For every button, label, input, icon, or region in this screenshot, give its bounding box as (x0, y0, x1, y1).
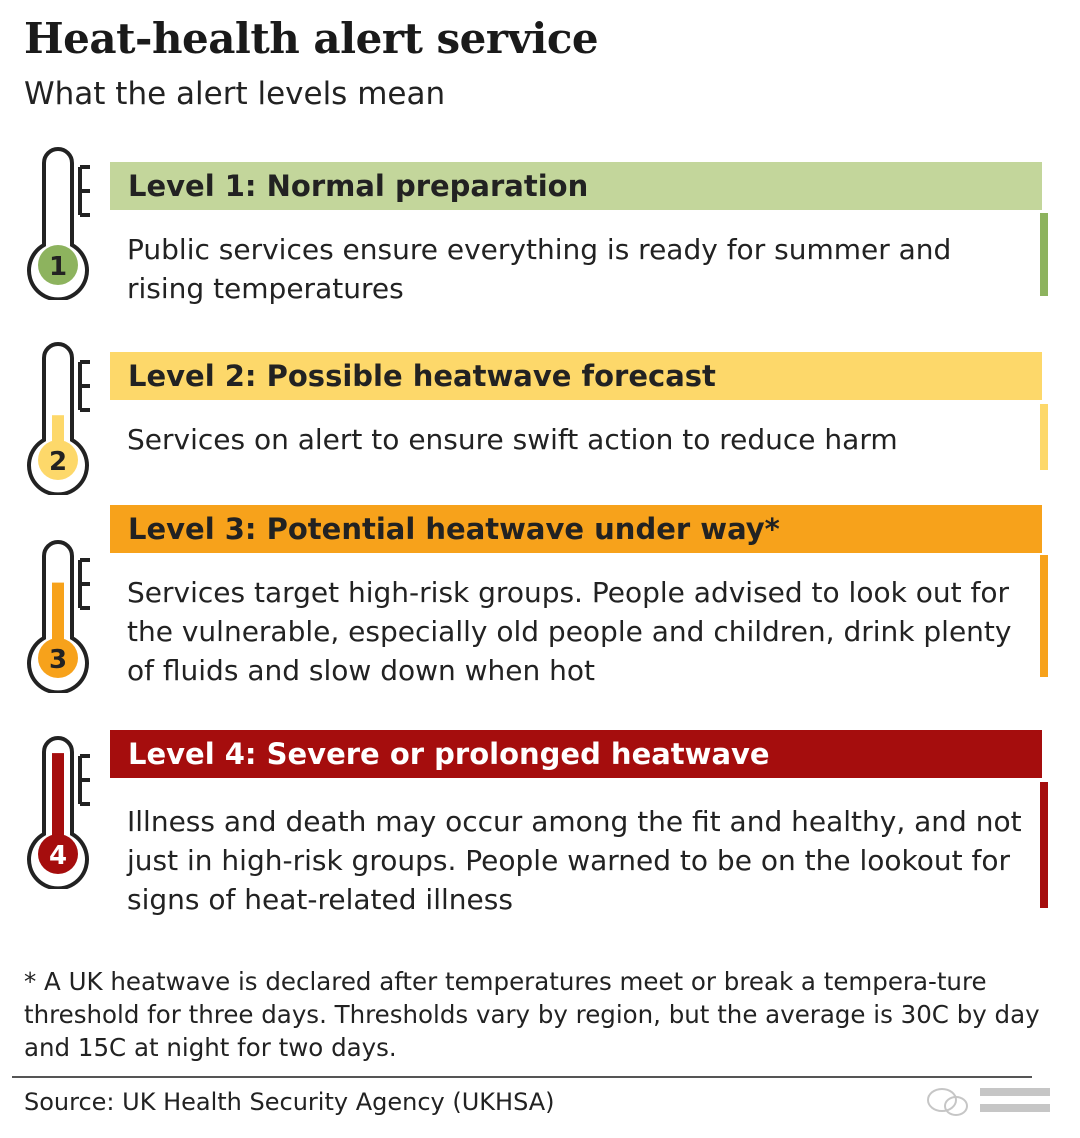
level-1 (0, 145, 1080, 305)
level-1-description: Public services ensure everything is ready for summer and rising temperatures (127, 233, 952, 305)
level-1-header: Level 1: Normal preparation (110, 162, 1042, 210)
level-1-accent-bar (1040, 213, 1048, 296)
level-4 (0, 730, 1080, 920)
thermometer-icon (26, 538, 96, 693)
chart-subtitle: What the alert levels mean (24, 76, 446, 112)
thermometer-icon (26, 145, 96, 300)
level-number: 2 (48, 447, 68, 477)
thermometer-icon (26, 734, 96, 889)
level-3-accent-bar (1040, 555, 1048, 677)
level-4-accent-bar (1040, 782, 1048, 908)
thermometer-icon (26, 340, 96, 495)
level-2 (0, 340, 1080, 495)
chart-title: Heat-health alert service (24, 14, 599, 63)
level-number: 3 (48, 645, 68, 675)
source-note: Source: UK Health Security Agency (UKHSA) (24, 1088, 555, 1116)
level-number: 4 (48, 841, 68, 871)
level-2-accent-bar (1040, 404, 1048, 470)
watermark-logo (920, 1078, 1060, 1128)
divider (12, 1076, 1032, 1078)
level-3-description: Services target high-risk groups. People advised to look out for the vulnerable, especially old people and children, drink plenty of fluids and slow down when hot (127, 576, 1012, 687)
level-2-description: Services on alert to ensure swift action to reduce harm (127, 423, 898, 456)
level-3-header: Level 3: Potential heatwave under way* (110, 505, 1042, 553)
level-4-header: Level 4: Severe or prolonged heatwave (110, 730, 1042, 778)
level-number: 1 (48, 252, 68, 282)
level-2-header: Level 2: Possible heatwave forecast (110, 352, 1042, 400)
level-4-description: Illness and death may occur among the fit and healthy, and not just in high-risk groups. People warned to be on the lookout for signs of heat-related illness (127, 805, 1022, 916)
footnote: * A UK heatwave is declared after temperatures meet or break a tempera-ture threshold for three days. Thresholds vary by region, but the average is 30C by day and 15C at night for two days. (24, 967, 1040, 1062)
level-3 (0, 505, 1080, 695)
